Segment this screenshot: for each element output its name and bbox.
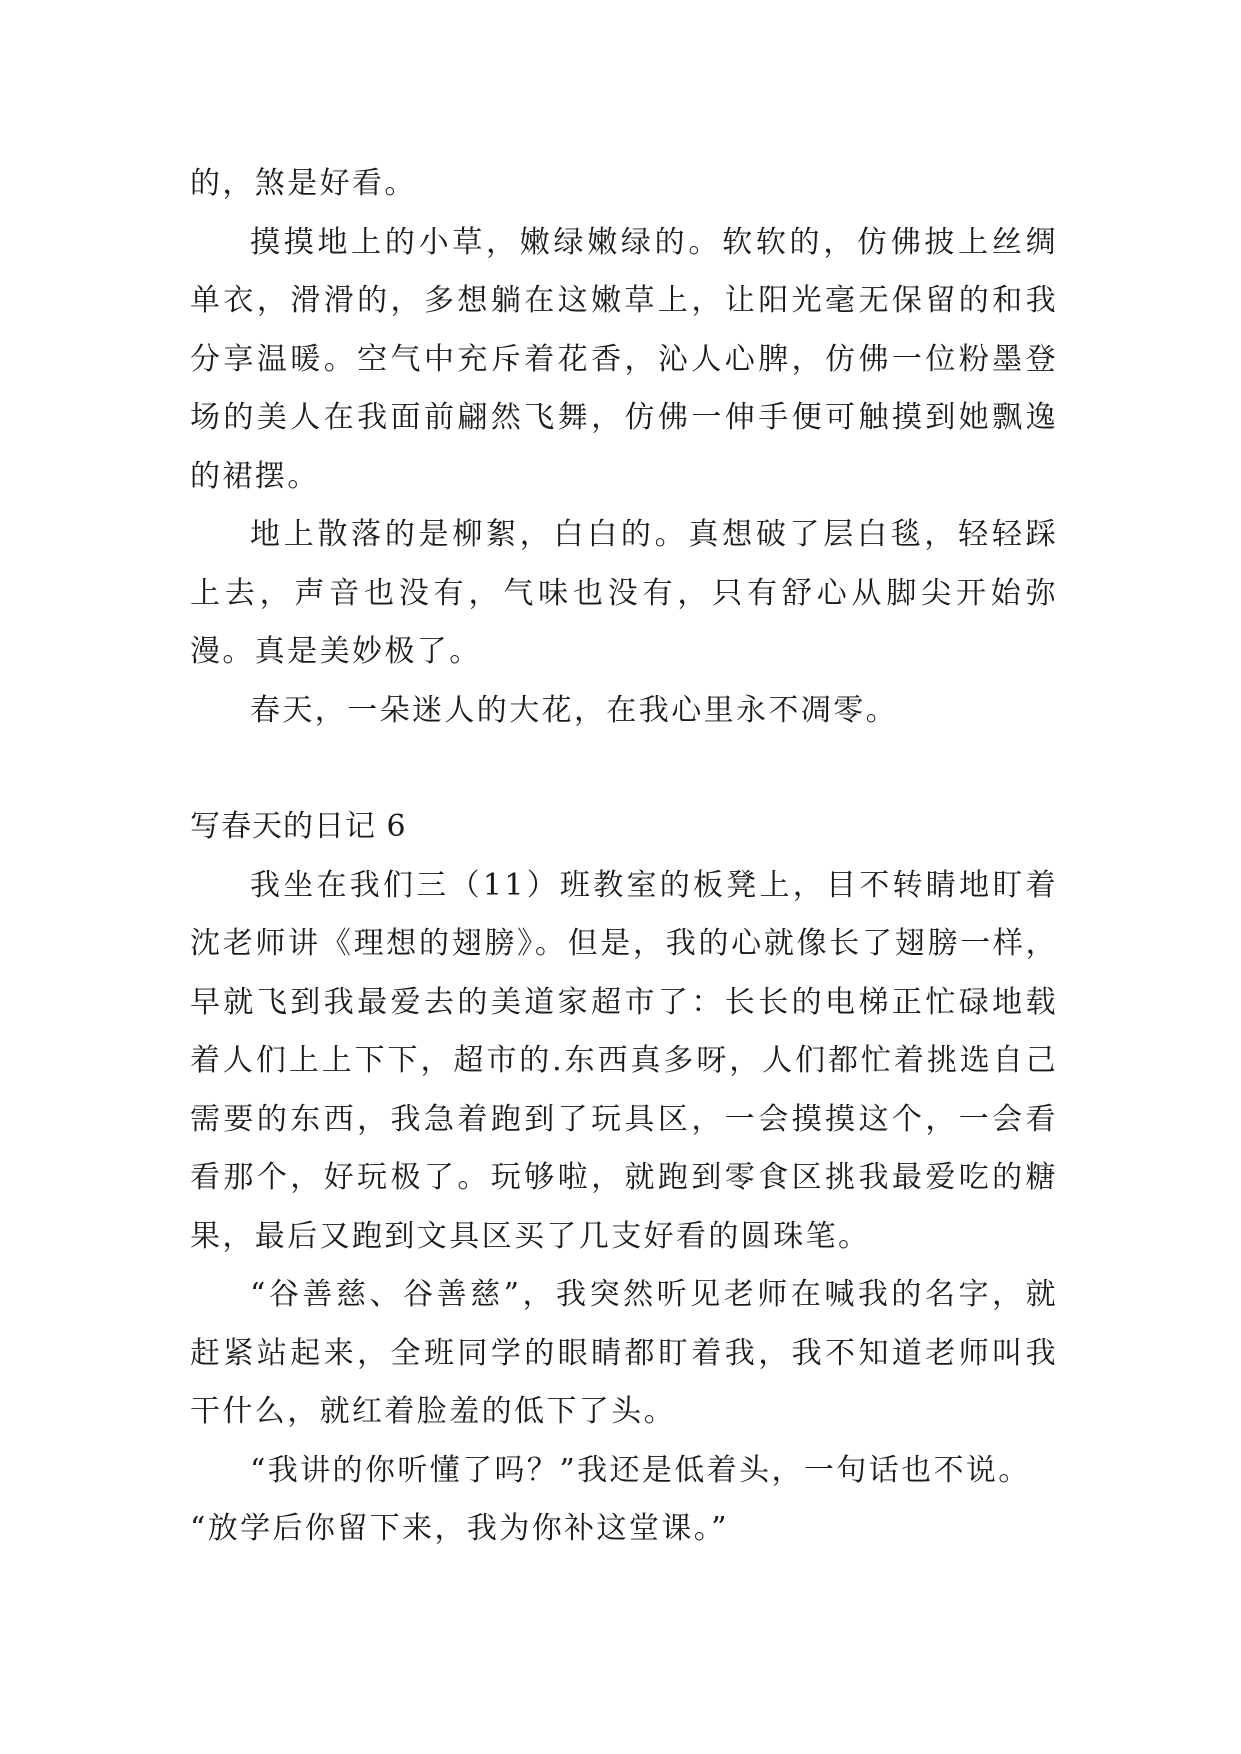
section-title: 写春天的日记 6	[190, 809, 407, 844]
paragraph-catkins: 地上散落的是柳絮，白白的。真想破了层白毯，轻轻踩上去，声音也没有，气味也没有，只有舒心从脚尖开始弥漫。真是美妙极了。	[190, 517, 1058, 669]
paragraph-name-called: “谷善慈、谷善慈”，我突然听见老师在喊我的名字，就赶紧站起来，全班同学的眼睛都盯着我，我不知道老师叫我干什么，就红着脸羞的低下了头。	[190, 1277, 1058, 1429]
section-gap	[190, 740, 1058, 798]
document-page	[190, 155, 1058, 1559]
paragraph-question: “我讲的你听懂了吗？”我还是低着头，一句话也不说。	[250, 1452, 1031, 1488]
paragraph-grass: 摸摸地上的小草，嫩绿嫩绿的。软软的，仿佛披上丝绸单衣，滑滑的，多想躺在这嫩草上，让阳光毫无保留的和我分享温暖。空气中充斥着花香，沁人心脾，仿佛一位粉墨登场的美人在我面前翩然飞舞，仿佛一伸手便可触摸到她飘逸的裙摆。	[190, 224, 1058, 494]
paragraph-spring-flower: 春天，一朵迷人的大花，在我心里永不凋零。	[250, 692, 898, 728]
paragraph-continuation: 的，煞是好看。	[190, 166, 417, 201]
paragraph-classroom: 我坐在我们三（11）班教室的板凳上，目不转睛地盯着沈老师讲《理想的翅膀》。但是，我的心就像长了翅膀一样，早就飞到我最爱去的美道家超市了：长长的电梯正忙碌地载着人们上上下下，超市的.东西真多呀，人们都忙着挑选自己需要的东西，我急着跑到了玩具区，一会摸摸这个，一会看看那个，好玩极了。玩够啦，就跑到零食区挑我最爱吃的糖果，最后又跑到文具区买了几支好看的圆珠笔。	[190, 867, 1058, 1254]
paragraph-after-school: “放学后你留下来，我为你补这堂课。”	[190, 1511, 729, 1546]
